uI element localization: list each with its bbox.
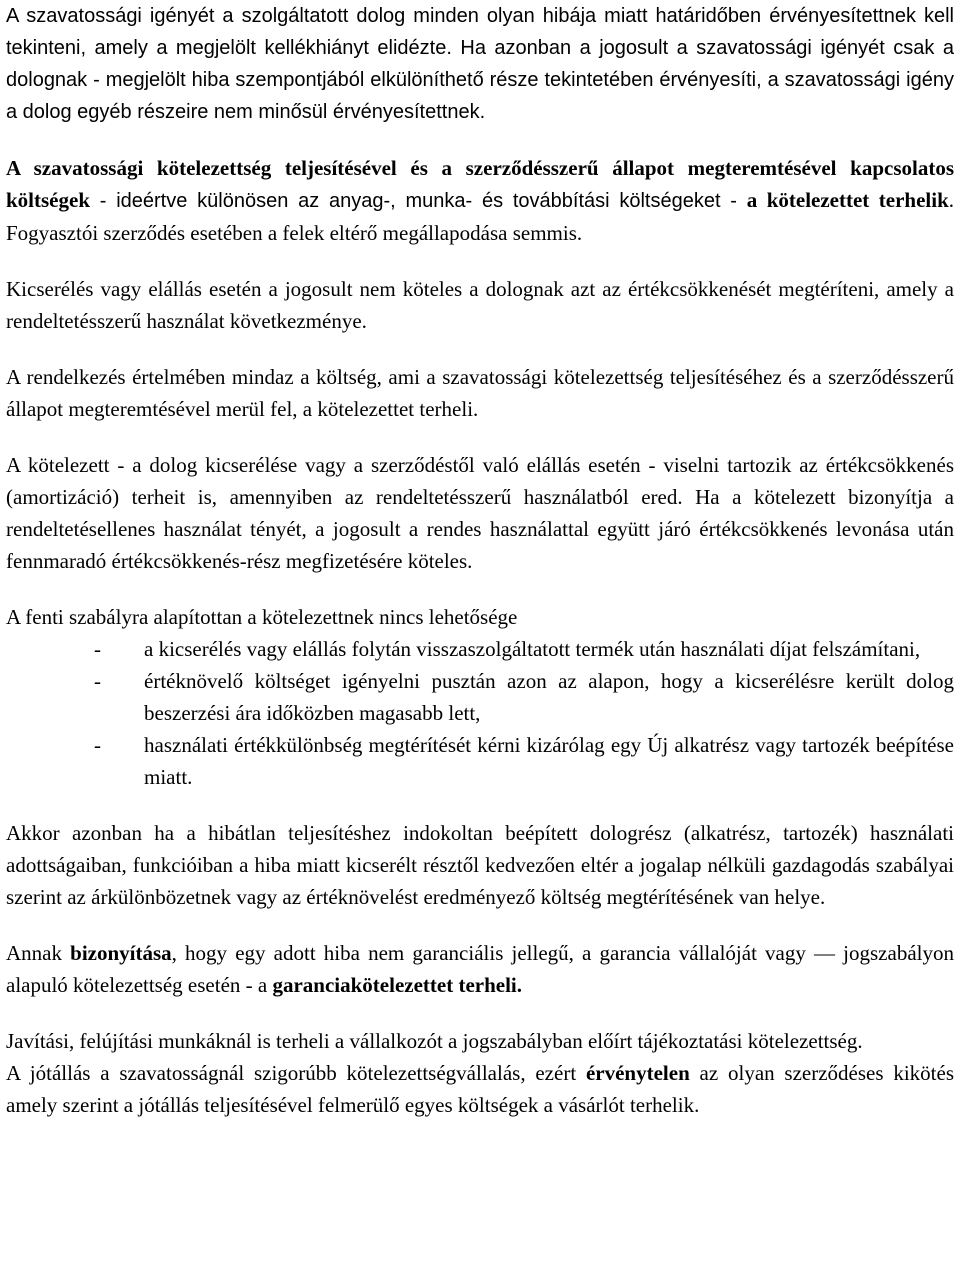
guarantee-bold-invalid: érvénytelen xyxy=(585,1061,690,1085)
guarantee-start: A jótállás a szavatosságnál szigorúbb kötelezettségvállalás, ezért xyxy=(6,1061,586,1085)
burden-proof-bold-proof: bizonyítása xyxy=(70,941,172,965)
paragraph-burden-of-proof xyxy=(6,937,954,1001)
section-obligor-restrictions xyxy=(6,601,954,793)
paragraph-guarantee-invalid-clause xyxy=(6,1057,954,1121)
paragraph-claim-validity: A szavatossági igényét a szolgáltatott dolog minden olyan hibája miatt határidőben érvényesítettnek kell tekinteni, amely a megjelölt kellékhiányt elidézte. Ha azonban a jogosult a szavatossági igényét csak a dolognak - megjelölt hiba szempontjából elkülöníthető része tekintetében érvényesíti, a szavatossági igény a dolog egyéb részeire nem minősül érvényesítettnek. xyxy=(6,5,954,123)
warranty-costs-middle: - ideértve különösen az anyag-, munka- és továbbítási költségeket - xyxy=(90,190,747,212)
list-item: - értéknövelő költséget igényelni pusztán azon az alapon, hogy a kicserélésre került dolog beszerzési ára időközben magasabb lett, xyxy=(94,665,954,729)
warranty-costs-tail: . Fogyasztói szerződés esetében a felek eltérő megállapodása semmis. xyxy=(6,188,954,245)
burden-proof-middle: , hogy egy adott hiba nem garanciális jellegű, a garancia vállalóját vagy — jogszabályon alapuló kötelezettség esetén - a xyxy=(6,941,954,997)
paragraph-warranty-costs xyxy=(6,152,954,249)
guarantee-end: az olyan szerződéses kikötés amely szerint a jótállás teljesítésével felmerülő egyes költségek a vásárlót terhelik. xyxy=(6,1061,954,1117)
burden-proof-bold-guarantor: garanciakötelezettet terheli. xyxy=(272,973,523,997)
paragraph-replacement-depreciation: Kicserélés vagy elállás esetén a jogosult nem köteles a dolognak azt az értékcsökkenését megtéríteni, amely a rendeltetésszerű használat következménye. xyxy=(6,277,954,333)
paragraph-repair-information: Javítási, felújítási munkáknál is terheli a vállalkozót a jogszabályban előírt tájékoztatási kötelezettség. xyxy=(6,1029,863,1053)
warranty-costs-bold-obligor: a kötelezettet terhelik xyxy=(746,188,949,212)
list-item: - használati értékkülönbség megtérítését kérni kizárólag egy Új alkatrész vagy tartozék beépítése miatt. xyxy=(94,729,954,793)
restrictions-list xyxy=(6,633,954,793)
warranty-costs-bold-lead: A szavatossági kötelezettség teljesítésével és a szerződésszerű állapot megteremtésével kapcsolatos költségek xyxy=(6,156,954,212)
paragraph-amortization: A kötelezett - a dolog kicserélése vagy a szerződéstől való elállás esetén - viselni tartozik az értékcsökkenés (amortizáció) terheit is, amennyiben az rendeltetésszerű használatból ered. Ha a kötelezett bizonyítja a rendeltetésellenes használat tényét, a jogosult a rendes használattal együtt járó értékcsökkenés levonása után fennmaradó értékcsökkenés-rész megfizetésére köteles. xyxy=(6,453,954,573)
paragraph-provision-meaning: A rendelkezés értelmében mindaz a költség, ami a szavatossági kötelezettség teljesítéséhez és a szerződésszerű állapot megteremtésével merül fel, a kötelezettet terheli. xyxy=(6,365,954,421)
list-item: - a kicserélés vagy elállás folytán visszaszolgáltatott termék után használati díjat felszámítani, xyxy=(94,633,954,665)
paragraph-unjust-enrichment: Akkor azonban ha a hibátlan teljesítéshez indokoltan beépített dologrész (alkatrész, tartozék) használati adottságaiban, funkcióiban a hiba miatt kicserélt résztől kedvezően eltér a jogalap nélküli gazdagodás szabályai szerint az árkülönbözetnek vagy az értéknövelést eredményező költség megtérítésének van helye. xyxy=(6,821,954,909)
burden-proof-start: Annak xyxy=(6,941,71,965)
restrictions-intro: A fenti szabályra alapítottan a kötelezettnek nincs lehetősége xyxy=(6,605,518,629)
